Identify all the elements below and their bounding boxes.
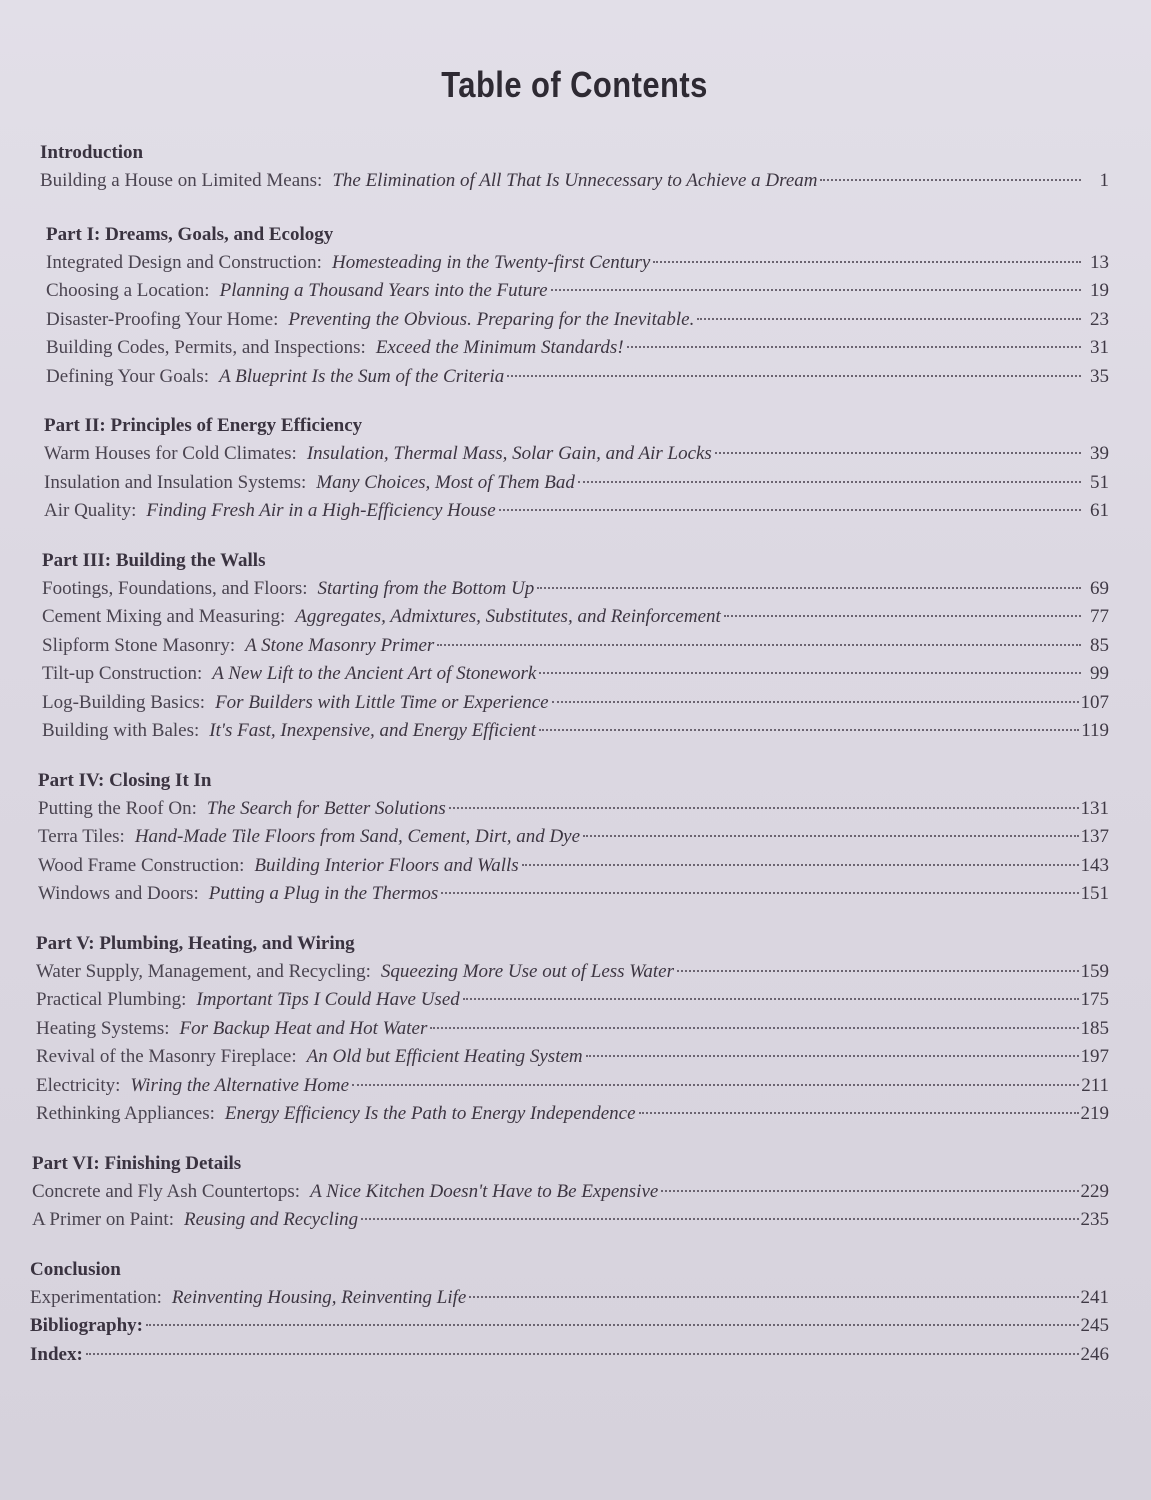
chapter-subtitle: Preventing the Obvious. Preparing for the Inevitable. bbox=[288, 308, 695, 330]
page-number: 143 bbox=[1080, 854, 1109, 876]
toc-entry bbox=[46, 334, 1109, 363]
chapter-subtitle: Wiring the Alternative Home bbox=[130, 1074, 350, 1096]
toc-entry bbox=[46, 249, 1109, 278]
dot-leader bbox=[539, 672, 1081, 674]
page-number: 51 bbox=[1090, 471, 1109, 493]
dot-leader bbox=[499, 509, 1081, 511]
chapter-title: Warm Houses for Cold Climates: bbox=[44, 443, 297, 464]
dot-leader bbox=[715, 452, 1081, 454]
chapter-subtitle: The Elimination of All That Is Unnecessary to Achieve a Dream bbox=[332, 170, 818, 191]
dot-leader bbox=[820, 179, 1081, 181]
toc-entry bbox=[36, 986, 1109, 1015]
chapter-title: Revival of the Masonry Fireplace: bbox=[36, 1046, 297, 1067]
chapter-subtitle: Important Tips I Could Have Used bbox=[196, 989, 460, 1010]
chapter-title: Water Supply, Management, and Recycling: bbox=[36, 960, 371, 982]
toc-entry bbox=[32, 1178, 1109, 1207]
toc-section bbox=[32, 1151, 1109, 1235]
page-number: 99 bbox=[1090, 663, 1109, 684]
dot-leader bbox=[86, 1353, 1079, 1355]
page-number: 197 bbox=[1080, 1046, 1109, 1067]
dot-leader bbox=[724, 615, 1081, 617]
page-number: 13 bbox=[1090, 251, 1109, 273]
page-number: 39 bbox=[1090, 443, 1109, 464]
toc-entry bbox=[38, 795, 1109, 824]
chapter-title: Integrated Design and Construction: bbox=[46, 251, 322, 273]
chapter-subtitle: Homesteading in the Twenty-first Century bbox=[331, 251, 651, 273]
toc-entry bbox=[46, 306, 1109, 335]
dot-leader bbox=[661, 1190, 1078, 1192]
chapter-title: Bibliography: bbox=[30, 1315, 143, 1336]
toc-entry bbox=[46, 363, 1109, 392]
chapter-title: Putting the Roof On: bbox=[38, 797, 197, 819]
chapter-subtitle: An Old but Efficient Heating System bbox=[306, 1046, 583, 1067]
dot-leader bbox=[586, 1055, 1079, 1057]
chapter-title: Wood Frame Construction: bbox=[38, 854, 245, 876]
toc-entry bbox=[36, 1100, 1109, 1129]
dot-leader bbox=[146, 1324, 1079, 1326]
page-number: 185 bbox=[1080, 1017, 1109, 1039]
toc-entry bbox=[42, 689, 1109, 718]
toc-entry bbox=[38, 852, 1109, 881]
chapter-title: Concrete and Fly Ash Countertops: bbox=[32, 1180, 301, 1202]
chapter-subtitle: Reusing and Recycling bbox=[183, 1209, 359, 1230]
chapter-title: Building with Bales: bbox=[42, 720, 200, 741]
page-number: 219 bbox=[1080, 1103, 1109, 1124]
page-title: Table of Contents bbox=[441, 64, 708, 105]
chapter-title: Heating Systems: bbox=[36, 1017, 170, 1039]
toc-entry bbox=[44, 497, 1109, 526]
chapter-title: Air Quality: bbox=[44, 500, 137, 521]
page-number: 23 bbox=[1090, 308, 1109, 330]
chapter-title: Index: bbox=[30, 1343, 83, 1365]
section-heading: Introduction bbox=[40, 142, 144, 163]
chapter-title: Windows and Doors: bbox=[38, 883, 199, 904]
dot-leader bbox=[578, 481, 1081, 483]
chapter-title: Slipform Stone Masonry: bbox=[42, 634, 236, 656]
chapter-subtitle: A New Lift to the Ancient Art of Stonework bbox=[212, 663, 537, 684]
toc-entry bbox=[44, 469, 1109, 498]
section-heading: Part VI: Finishing Details bbox=[32, 1152, 242, 1174]
chapter-subtitle: Many Choices, Most of Them Bad bbox=[316, 471, 575, 493]
toc-entry bbox=[30, 1312, 1109, 1341]
chapter-subtitle: A Stone Masonry Primer bbox=[245, 634, 435, 656]
toc-entry bbox=[36, 1072, 1109, 1101]
chapter-subtitle: For Builders with Little Time or Experience bbox=[215, 691, 549, 713]
section-heading: Part I: Dreams, Goals, and Ecology bbox=[46, 223, 334, 245]
chapter-title: Log-Building Basics: bbox=[42, 691, 206, 713]
page-number: 69 bbox=[1090, 577, 1109, 599]
toc-entry bbox=[42, 660, 1109, 689]
section-heading: Conclusion bbox=[30, 1258, 121, 1280]
chapter-title: Cement Mixing and Measuring: bbox=[42, 606, 286, 627]
toc-section bbox=[40, 413, 1109, 526]
toc-entry bbox=[44, 440, 1109, 469]
dot-leader bbox=[522, 864, 1079, 866]
dot-leader bbox=[537, 587, 1081, 589]
toc-entry bbox=[46, 277, 1109, 306]
toc-entry bbox=[36, 1015, 1109, 1044]
dot-leader bbox=[507, 375, 1081, 377]
page-number: 61 bbox=[1090, 500, 1109, 521]
toc-list bbox=[30, 140, 1109, 1369]
chapter-subtitle: Energy Efficiency Is the Path to Energy Independence bbox=[224, 1103, 636, 1124]
chapter-subtitle: Aggregates, Admixtures, Substitutes, and Reinforcement bbox=[295, 606, 721, 627]
chapter-subtitle: A Blueprint Is the Sum of the Criteria bbox=[219, 365, 505, 387]
chapter-subtitle: Insulation, Thermal Mass, Solar Gain, and Air Locks bbox=[306, 443, 712, 464]
section-heading: Part IV: Closing It In bbox=[38, 769, 212, 791]
page-number: 211 bbox=[1081, 1074, 1109, 1096]
toc-section bbox=[38, 768, 1109, 909]
toc-entry bbox=[42, 632, 1109, 661]
page-number: 246 bbox=[1080, 1343, 1109, 1365]
page-number: 131 bbox=[1080, 797, 1109, 819]
toc-entry bbox=[40, 167, 1109, 196]
page-number: 35 bbox=[1090, 365, 1109, 387]
page-number: 1 bbox=[1099, 170, 1109, 191]
dot-leader bbox=[469, 1296, 1078, 1298]
section-heading: Part II: Principles of Energy Efficiency bbox=[44, 415, 363, 436]
section-heading: Part V: Plumbing, Heating, and Wiring bbox=[36, 932, 355, 954]
toc-section bbox=[40, 140, 1109, 196]
chapter-title: Practical Plumbing: bbox=[36, 989, 187, 1010]
page-number: 175 bbox=[1080, 989, 1109, 1010]
dot-leader bbox=[441, 892, 1078, 894]
chapter-subtitle: It's Fast, Inexpensive, and Energy Efficient bbox=[209, 720, 537, 741]
chapter-title: Tilt-up Construction: bbox=[42, 663, 203, 684]
page-number: 107 bbox=[1080, 691, 1109, 713]
toc-section bbox=[30, 1257, 1109, 1370]
dot-leader bbox=[437, 644, 1081, 646]
page-number: 235 bbox=[1080, 1209, 1109, 1230]
chapter-title: Rethinking Appliances: bbox=[36, 1103, 215, 1124]
chapter-subtitle: Planning a Thousand Years into the Future bbox=[219, 280, 548, 301]
toc-entry bbox=[42, 603, 1109, 632]
chapter-title: Disaster-Proofing Your Home: bbox=[46, 308, 279, 330]
chapter-title: Choosing a Location: bbox=[46, 280, 210, 301]
chapter-subtitle: A Nice Kitchen Doesn't Have to Be Expensive bbox=[310, 1180, 659, 1202]
toc-entry bbox=[36, 1043, 1109, 1072]
dot-leader bbox=[551, 289, 1081, 291]
toc-entry bbox=[42, 575, 1109, 604]
section-heading: Part III: Building the Walls bbox=[42, 549, 266, 571]
chapter-title: Insulation and Insulation Systems: bbox=[44, 471, 307, 493]
page-number: 31 bbox=[1090, 337, 1109, 358]
chapter-title: Experimentation: bbox=[30, 1286, 162, 1308]
chapter-subtitle: Exceed the Minimum Standards! bbox=[375, 337, 624, 358]
toc-section bbox=[40, 222, 1109, 392]
page-number: 119 bbox=[1081, 720, 1109, 741]
chapter-subtitle: The Search for Better Solutions bbox=[206, 797, 446, 819]
page-number: 245 bbox=[1080, 1315, 1109, 1336]
chapter-subtitle: For Backup Heat and Hot Water bbox=[179, 1017, 428, 1039]
toc-entry bbox=[30, 1341, 1109, 1370]
page-number: 19 bbox=[1090, 280, 1109, 301]
page-number: 77 bbox=[1090, 606, 1109, 627]
chapter-title: Building Codes, Permits, and Inspections: bbox=[46, 337, 366, 358]
dot-leader bbox=[653, 261, 1081, 263]
page-number: 229 bbox=[1080, 1180, 1109, 1202]
dot-leader bbox=[639, 1112, 1079, 1114]
page-number: 159 bbox=[1080, 960, 1109, 982]
chapter-subtitle: Putting a Plug in the Thermos bbox=[208, 883, 439, 904]
dot-leader bbox=[627, 346, 1081, 348]
page-number: 85 bbox=[1090, 634, 1109, 656]
chapter-title: Electricity: bbox=[36, 1074, 121, 1096]
chapter-title: A Primer on Paint: bbox=[32, 1209, 174, 1230]
page-number: 137 bbox=[1080, 826, 1109, 847]
chapter-title: Building a House on Limited Means: bbox=[40, 170, 323, 191]
page-number: 241 bbox=[1080, 1286, 1109, 1308]
toc-entry bbox=[36, 958, 1109, 987]
chapter-subtitle: Squeezing More Use out of Less Water bbox=[380, 960, 674, 982]
dot-leader bbox=[430, 1027, 1078, 1029]
page-number: 151 bbox=[1080, 883, 1109, 904]
dot-leader bbox=[552, 701, 1079, 703]
dot-leader bbox=[697, 318, 1081, 320]
dot-leader bbox=[677, 970, 1079, 972]
toc-entry bbox=[30, 1284, 1109, 1313]
toc-section bbox=[36, 931, 1109, 1129]
dot-leader bbox=[539, 729, 1079, 731]
chapter-subtitle: Starting from the Bottom Up bbox=[317, 577, 535, 599]
dot-leader bbox=[583, 835, 1078, 837]
chapter-subtitle: Building Interior Floors and Walls bbox=[254, 854, 519, 876]
toc-entry bbox=[38, 823, 1109, 852]
chapter-title: Footings, Foundations, and Floors: bbox=[42, 577, 308, 599]
chapter-subtitle: Finding Fresh Air in a High-Efficiency House bbox=[146, 500, 496, 521]
chapter-subtitle: Hand-Made Tile Floors from Sand, Cement, Dirt, and Dye bbox=[134, 826, 581, 847]
toc-entry bbox=[32, 1206, 1109, 1235]
chapter-subtitle: Reinventing Housing, Reinventing Life bbox=[171, 1286, 467, 1308]
toc-entry bbox=[38, 880, 1109, 909]
dot-leader bbox=[449, 807, 1079, 809]
dot-leader bbox=[352, 1084, 1079, 1086]
dot-leader bbox=[463, 998, 1079, 1000]
toc-entry bbox=[42, 717, 1109, 746]
chapter-title: Defining Your Goals: bbox=[46, 365, 210, 387]
dot-leader bbox=[361, 1218, 1078, 1220]
chapter-title: Terra Tiles: bbox=[38, 826, 125, 847]
toc-section bbox=[40, 548, 1109, 746]
